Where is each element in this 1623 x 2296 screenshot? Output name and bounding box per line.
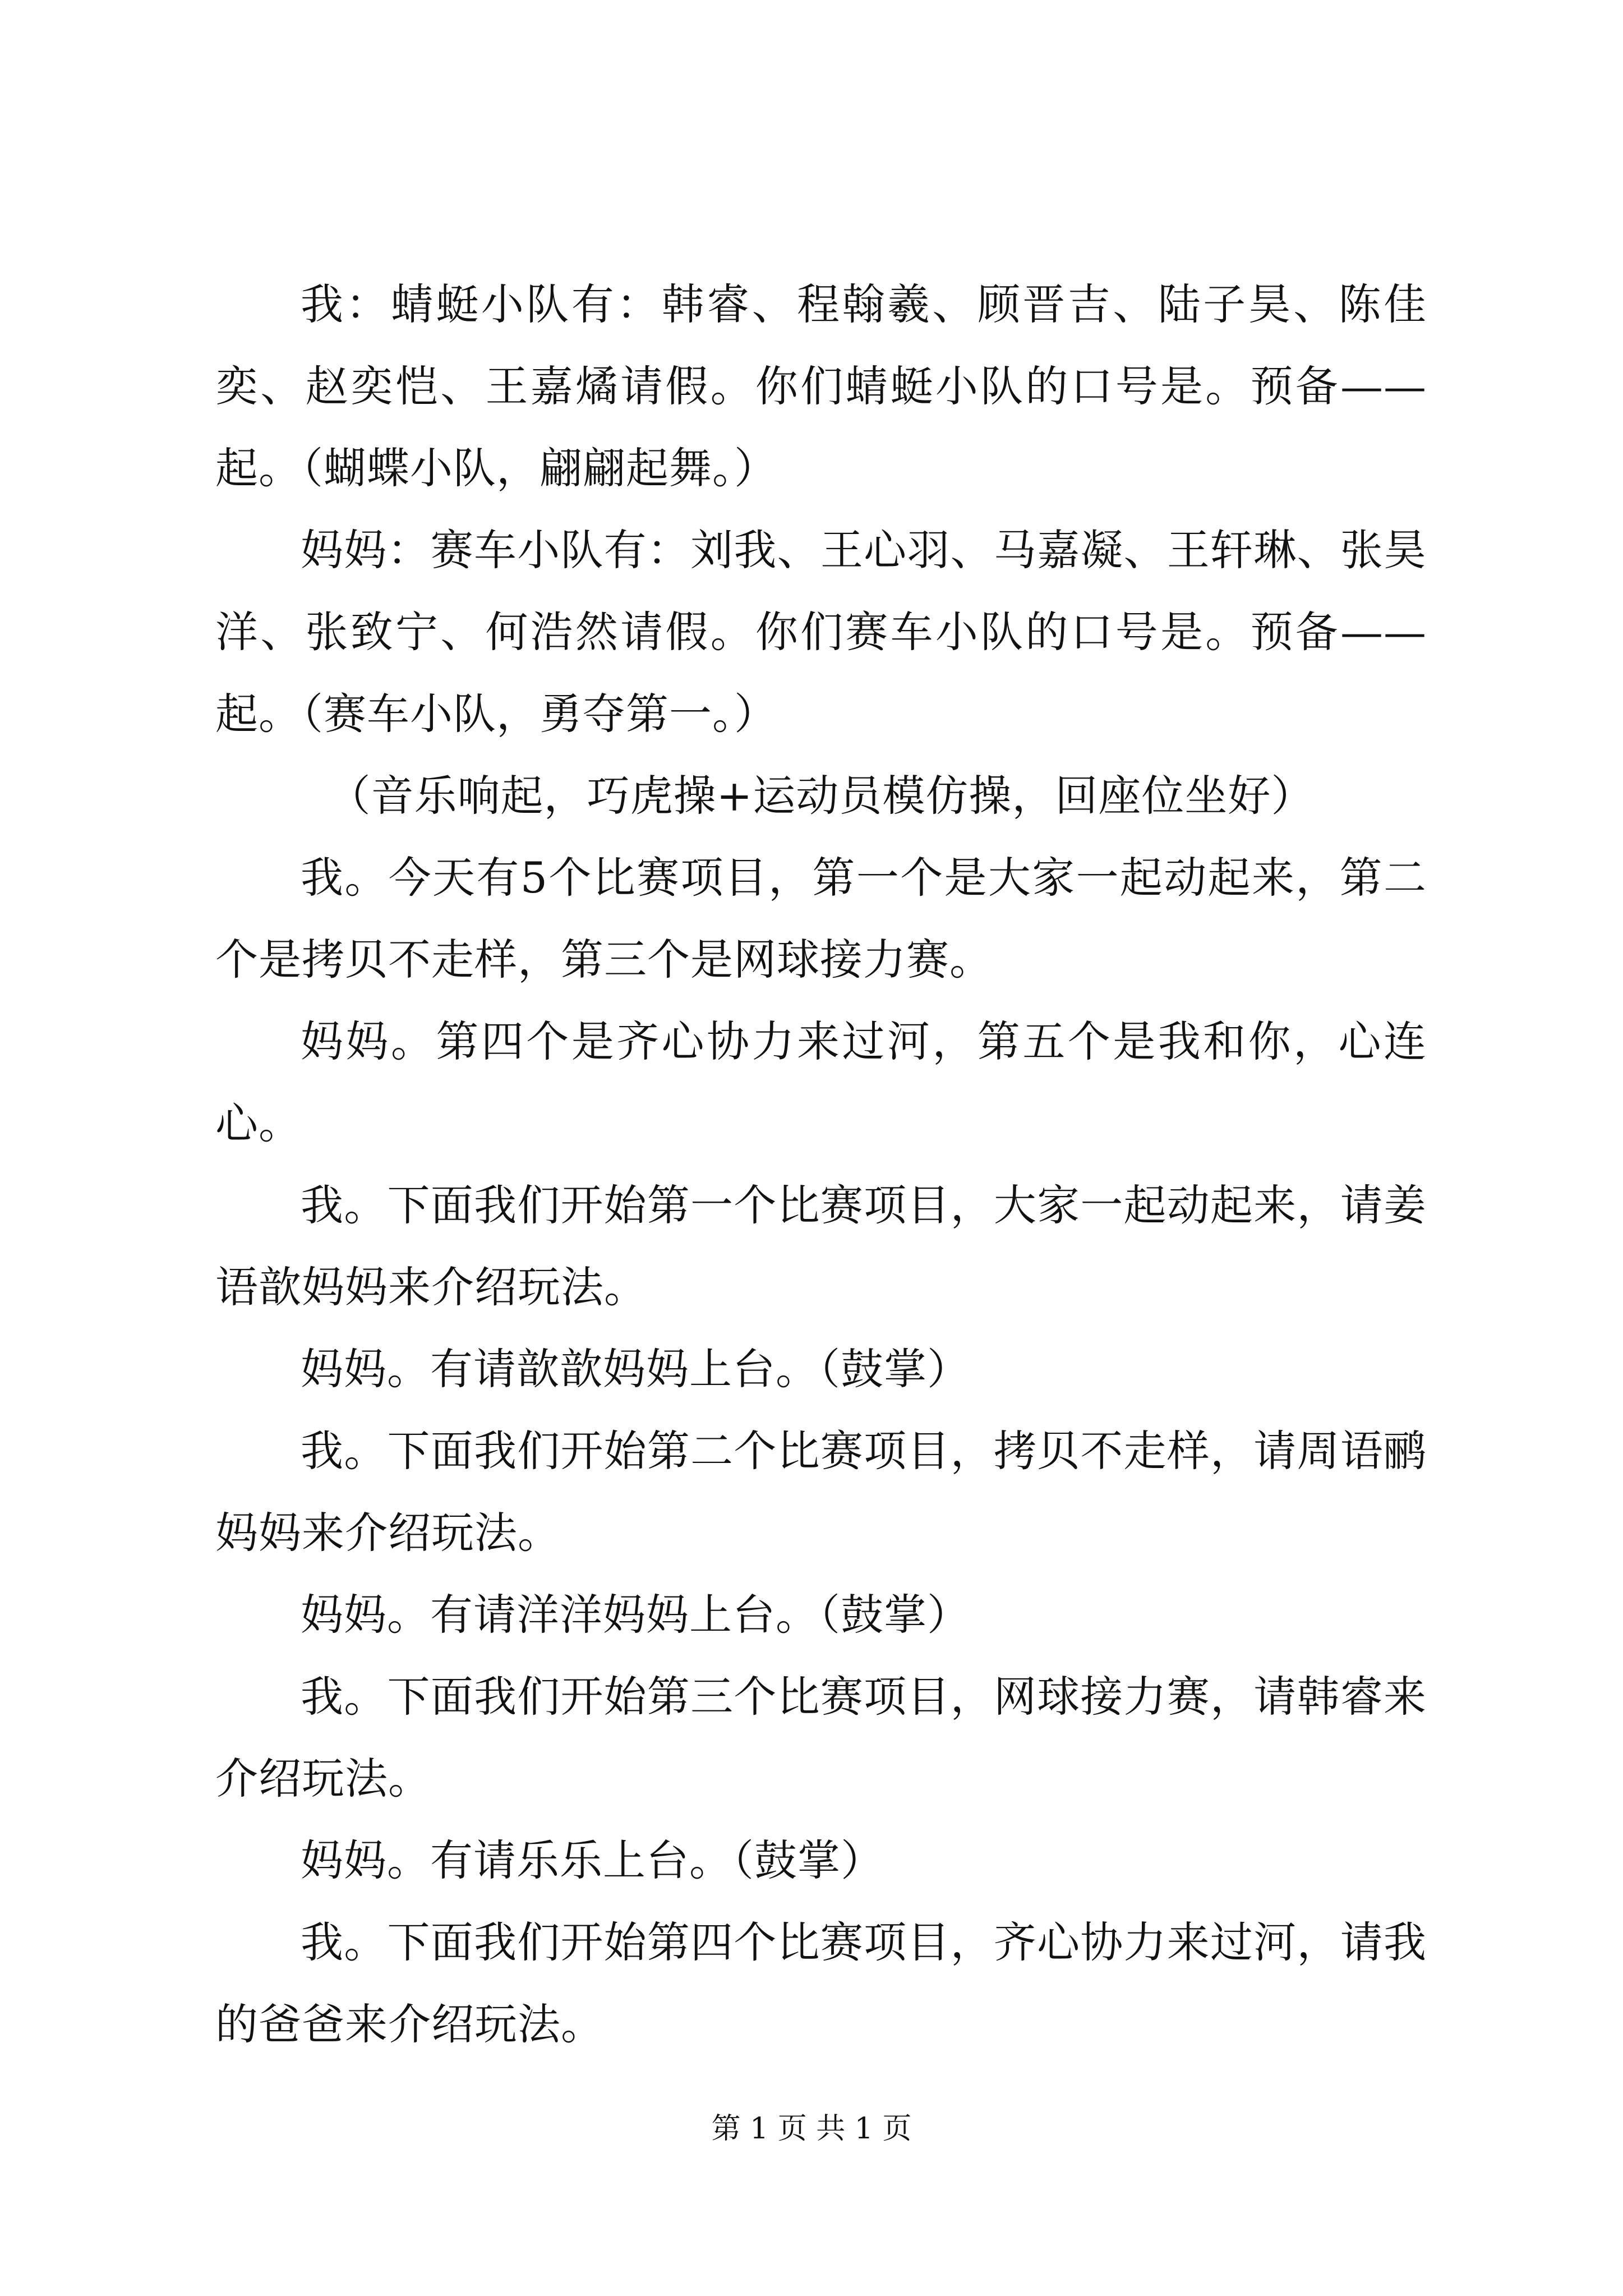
document-body — [215, 264, 1427, 2065]
paragraph-stage-direction: （音乐响起，巧虎操+运动员模仿操，回座位坐好） — [328, 771, 1315, 821]
paragraph-event-three: 我。下面我们开始第三个比赛项目，网球接力赛，请韩睿来介绍玩法。 — [215, 1672, 1427, 1803]
paragraph-event-four: 我。下面我们开始第四个比赛项目，齐心协力来过河，请我的爸爸来介绍玩法。 — [215, 1917, 1427, 2049]
paragraph-event-one: 我。下面我们开始第一个比赛项目，大家一起动起来，请姜语歆妈妈来介绍玩法。 — [215, 1180, 1427, 1312]
page-number-label: 第 1 页 共 1 页 — [711, 2112, 912, 2146]
paragraph-event-two: 我。下面我们开始第二个比赛项目，拷贝不走样，请周语鹂妈妈来介绍玩法。 — [215, 1426, 1427, 1558]
paragraph-event-three-invite: 妈妈。有请乐乐上台。（鼓掌） — [301, 1835, 884, 1885]
paragraph-event-one-invite: 妈妈。有请歆歆妈妈上台。（鼓掌） — [301, 1344, 970, 1394]
page-footer — [0, 2109, 1623, 2148]
paragraph-events-continued: 妈妈。第四个是齐心协力来过河，第五个是我和你，心连心。 — [215, 1016, 1427, 1148]
paragraph-event-two-invite: 妈妈。有请洋洋妈妈上台。（鼓掌） — [301, 1590, 970, 1640]
paragraph-racecar-team: 妈妈：赛车小队有：刘我、王心羽、马嘉凝、王轩琳、张昊洋、张致宁、何浩然请假。你们赛车小队的口号是。预备——起。（赛车小队，勇夺第一。） — [215, 525, 1427, 739]
paragraph-dragonfly-team: 我：蜻蜓小队有：韩睿、程翰羲、顾晋吉、陆子昊、陈佳奕、赵奕恺、王嘉燏请假。你们蜻蜓小队的口号是。预备——起。（蝴蝶小队，翩翩起舞。） — [215, 279, 1427, 493]
paragraph-events-intro: 我。今天有5个比赛项目，第一个是大家一起动起来，第二个是拷贝不走样，第三个是网球接力赛。 — [215, 853, 1427, 984]
